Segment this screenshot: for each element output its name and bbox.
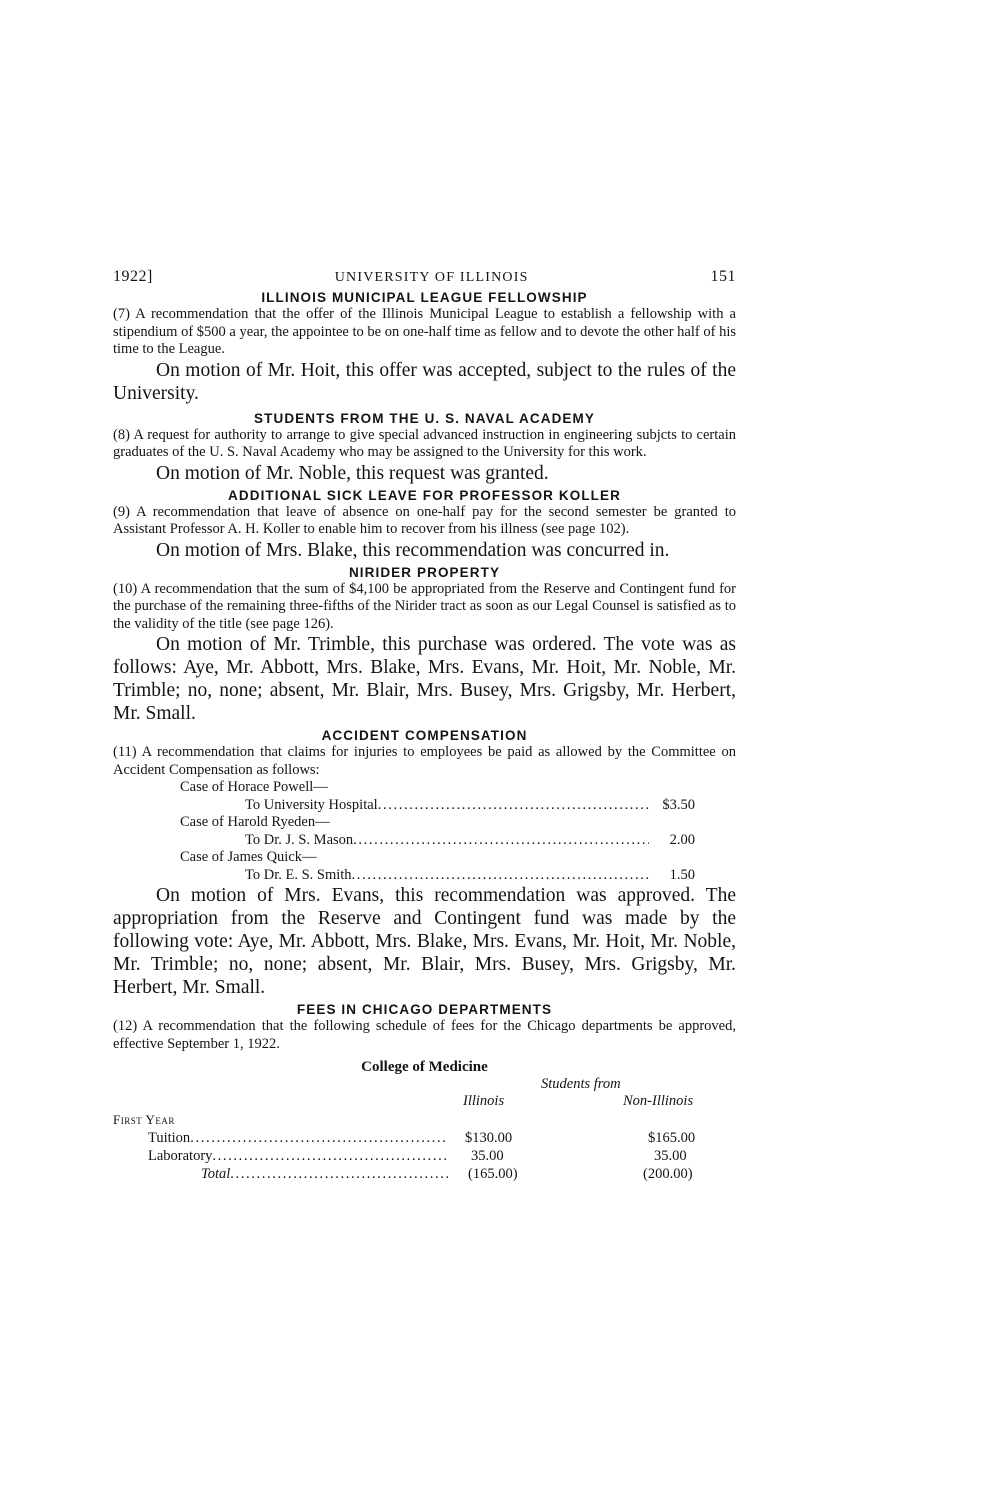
illinois-value: $130.00 bbox=[465, 1130, 513, 1146]
table-row bbox=[113, 1129, 736, 1147]
leader-dots bbox=[378, 797, 649, 815]
payment-line bbox=[113, 832, 695, 850]
section-heading-fellowship: ILLINOIS MUNICIPAL LEAGUE FELLOWSHIP bbox=[261, 290, 588, 305]
case-label: Case of Horace Powell— bbox=[180, 779, 328, 795]
row-label: Tuition bbox=[148, 1130, 191, 1146]
compensation-list bbox=[113, 779, 736, 884]
section-heading-sick-leave: ADDITIONAL SICK LEAVE FOR PROFESSOR KOLLER bbox=[228, 487, 621, 503]
leader-dots bbox=[230, 1165, 448, 1183]
recommendation-12: (12) A recommendation that the following schedule of fees for the Chicago departments be approved, effective September 1, 1922. bbox=[113, 1018, 736, 1052]
header-year: 1922] bbox=[113, 268, 153, 285]
illinois-value: (165.00) bbox=[468, 1166, 518, 1182]
row-label: Laboratory bbox=[148, 1148, 213, 1164]
motion-10: On motion of Mr. Trimble, this purchase was ordered. The vote was as follows: Aye, Mr. Abbott, Mrs. Blake, Mrs. Evans, Mr. Hoit, Mr. Noble, Mr. Trimble; no, none; absent, Mr. Blair, Mrs. Busey, Mrs. Grigsby, Mr. Herbert, Mr. Small. bbox=[113, 634, 736, 724]
row-label: Total bbox=[201, 1166, 231, 1182]
illinois-value: 35.00 bbox=[471, 1148, 504, 1164]
non-illinois-value: 35.00 bbox=[654, 1148, 687, 1164]
motion-8: On motion of Mr. Noble, this request was granted. bbox=[156, 462, 549, 484]
row-label-cell bbox=[148, 1129, 448, 1147]
fees-table-title: College of Medicine bbox=[361, 1059, 488, 1075]
motion-11: On motion of Mrs. Evans, this recommendation was approved. The appropriation from the Reserve and Contingent fund was made by the following vote: Aye, Mr. Abbott, Mrs. Blake, Mrs. Evans, Mr. Hoit, Mr. Noble, Mr. Trimble; no, none; absent, Mr. Blair, Mrs. Busey, Mrs. Grigsby, Mr. Herbert, Mr. Small. bbox=[113, 885, 736, 998]
section-heading-fees: FEES IN CHICAGO DEPARTMENTS bbox=[296, 1002, 553, 1017]
recommendation-10: (10) A recommendation that the sum of $4,100 be appropriated from the Reserve and Contingent fund for the purchase of the remaining three-fifths of the Nirider tract as soon as our Legal Counsel is satisfied as to the validity of the title (see page 126). bbox=[113, 580, 736, 632]
case-label: Case of Harold Ryeden— bbox=[180, 814, 330, 830]
running-head bbox=[113, 268, 736, 286]
amount: $3.50 bbox=[662, 796, 695, 813]
section-heading-naval-academy: STUDENTS FROM THE U. S. NAVAL ACADEMY bbox=[254, 410, 595, 426]
page-number: 151 bbox=[710, 268, 736, 285]
row-label-cell bbox=[148, 1147, 448, 1165]
non-illinois-value: (200.00) bbox=[643, 1166, 693, 1182]
year-label: First Year bbox=[113, 1112, 175, 1127]
payee: To Dr. J. S. Mason bbox=[245, 831, 354, 848]
fees-table-header bbox=[113, 1076, 736, 1112]
payment-line bbox=[113, 867, 695, 885]
span-header: Students from bbox=[541, 1076, 621, 1092]
payee: To Dr. E. S. Smith bbox=[245, 866, 352, 883]
motion-9: On motion of Mrs. Blake, this recommendation was concurred in. bbox=[156, 539, 670, 561]
leader-dots bbox=[212, 1147, 448, 1165]
row-label-cell bbox=[201, 1165, 448, 1183]
payee: To University Hospital bbox=[245, 796, 378, 813]
column-header-illinois: Illinois bbox=[463, 1093, 505, 1109]
leader-dots bbox=[352, 867, 649, 885]
leader-dots bbox=[190, 1129, 448, 1147]
amount: 1.50 bbox=[669, 866, 695, 883]
motion-7: On motion of Mr. Hoit, this offer was accepted, subject to the rules of the University. bbox=[113, 359, 736, 404]
recommendation-7: (7) A recommendation that the offer of the Illinois Municipal League to establish a fellowship with a stipendium of $500 a year, the appointee to be on one-half time as fellow and to devote the other half of his time to the League. bbox=[113, 306, 736, 357]
amount: 2.00 bbox=[669, 831, 695, 848]
section-heading-nirider: NIRIDER PROPERTY bbox=[348, 564, 501, 580]
header-title: UNIVERSITY OF ILLINOIS bbox=[334, 270, 529, 285]
recommendation-8: (8) A request for authority to arrange to give special advanced instruction in engineering subjcts to certain graduates of the U. S. Naval Academy who may be assigned to the University for this work. bbox=[113, 426, 736, 460]
recommendation-9: (9) A recommendation that leave of absence on one-half pay for the second semester be granted to Assistant Professor A. H. Koller to enable him to recover from his illness (see page 102). bbox=[113, 503, 736, 537]
column-header-non-illinois: Non-Illinois bbox=[623, 1093, 694, 1109]
payment-line bbox=[113, 797, 695, 815]
non-illinois-value: $165.00 bbox=[648, 1130, 696, 1146]
table-row bbox=[113, 1165, 736, 1183]
table-row bbox=[113, 1147, 736, 1165]
case-label: Case of James Quick— bbox=[180, 849, 317, 865]
leader-dots bbox=[353, 832, 649, 850]
recommendation-11: (11) A recommendation that claims for injuries to employees be paid as allowed by the Committee on Accident Compensation as follows: bbox=[113, 744, 736, 778]
section-heading-accident: ACCIDENT COMPENSATION bbox=[321, 728, 528, 743]
page bbox=[113, 268, 736, 1183]
